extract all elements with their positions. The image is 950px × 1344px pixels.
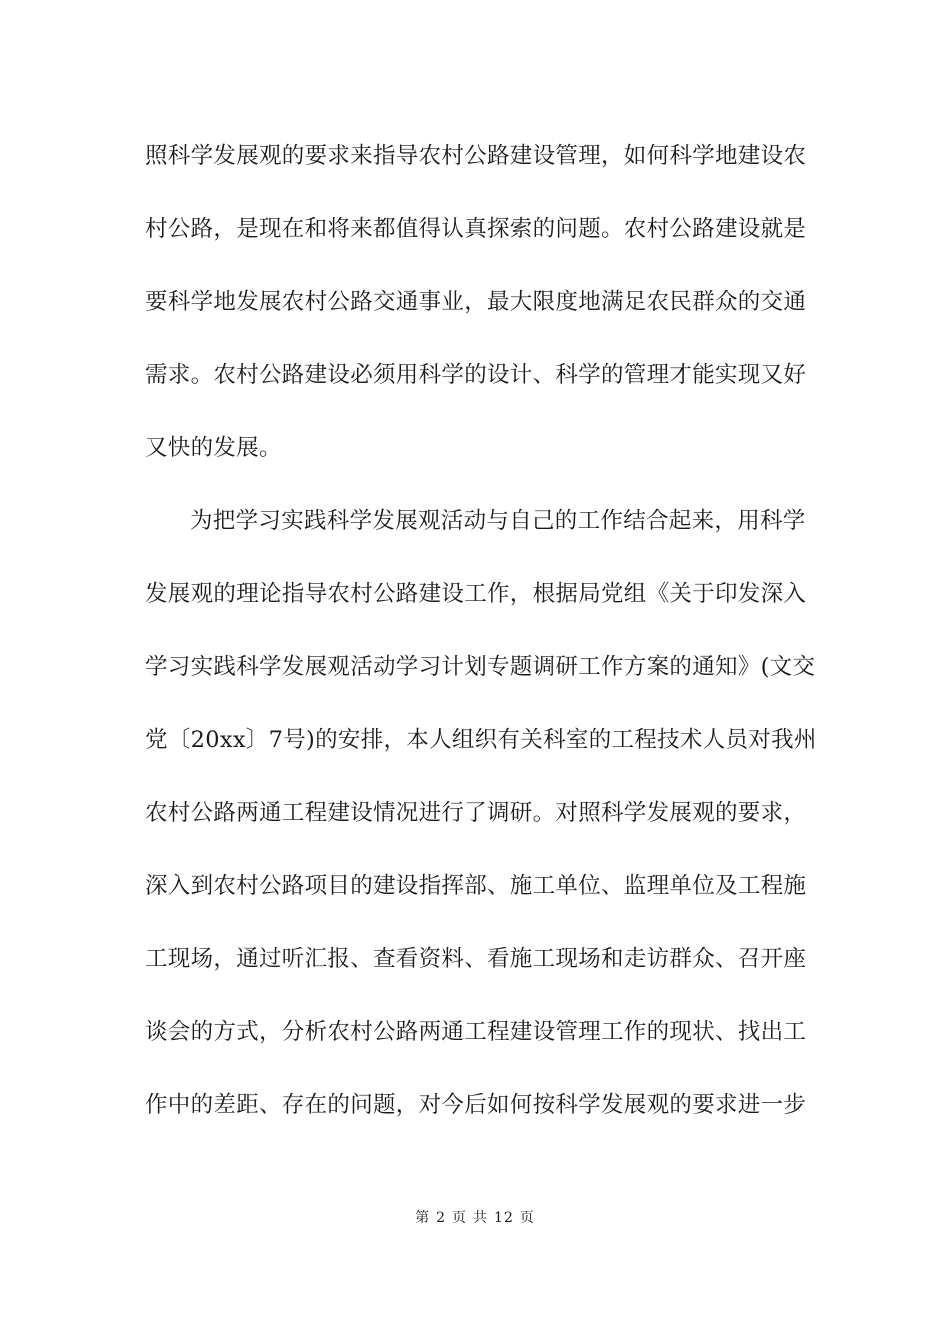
text-line: 照科学发展观的要求来指导农村公路建设管理，如何科学地建设农 xyxy=(145,143,807,169)
text-line: 党〔20xx〕7号)的安排，本人组织有关科室的工程技术人员对我州 xyxy=(145,727,817,753)
text-line: 发展观的理论指导农村公路建设工作，根据局党组《关于印发深入 xyxy=(145,581,807,607)
text-line: 工现场，通过听汇报、查看资料、看施工现场和走访群众、召开座 xyxy=(145,946,807,972)
text-line: 谈会的方式，分析农村公路两通工程建设管理工作的现状、找出工 xyxy=(145,1019,807,1045)
footer-total-word: 共 xyxy=(473,1210,489,1226)
text-line: 学习实践科学发展观活动学习计划专题调研工作方案的通知》(文交 xyxy=(145,654,816,680)
text-line: 深入到农村公路项目的建设指挥部、施工单位、监理单位及工程施 xyxy=(145,873,807,899)
body-text xyxy=(145,134,815,1156)
page-number-footer xyxy=(0,1207,950,1227)
text-line: 村公路，是现在和将来都值得认真探索的问题。农村公路建设就是 xyxy=(145,216,807,242)
footer-page-word: 页 xyxy=(452,1210,468,1226)
text-line: 要科学地发展农村公路交通事业，最大限度地满足农民群众的交通 xyxy=(145,289,807,315)
text-line: 作中的差距、存在的问题，对今后如何按科学发展观的要求进一步 xyxy=(145,1092,807,1118)
footer-prefix: 第 xyxy=(415,1210,431,1226)
footer-suffix: 页 xyxy=(519,1210,535,1226)
total-page-count: 12 xyxy=(494,1210,514,1226)
current-page-number: 2 xyxy=(436,1210,447,1226)
text-line: 需求。农村公路建设必须用科学的设计、科学的管理才能实现又好 xyxy=(145,362,807,388)
text-line: 又快的发展。 xyxy=(145,435,282,461)
text-line: 农村公路两通工程建设情况进行了调研。对照科学发展观的要求， xyxy=(145,800,807,826)
paragraph-first-line: 为把学习实践科学发展观活动与自己的工作结合起来，用科学 xyxy=(190,508,806,534)
